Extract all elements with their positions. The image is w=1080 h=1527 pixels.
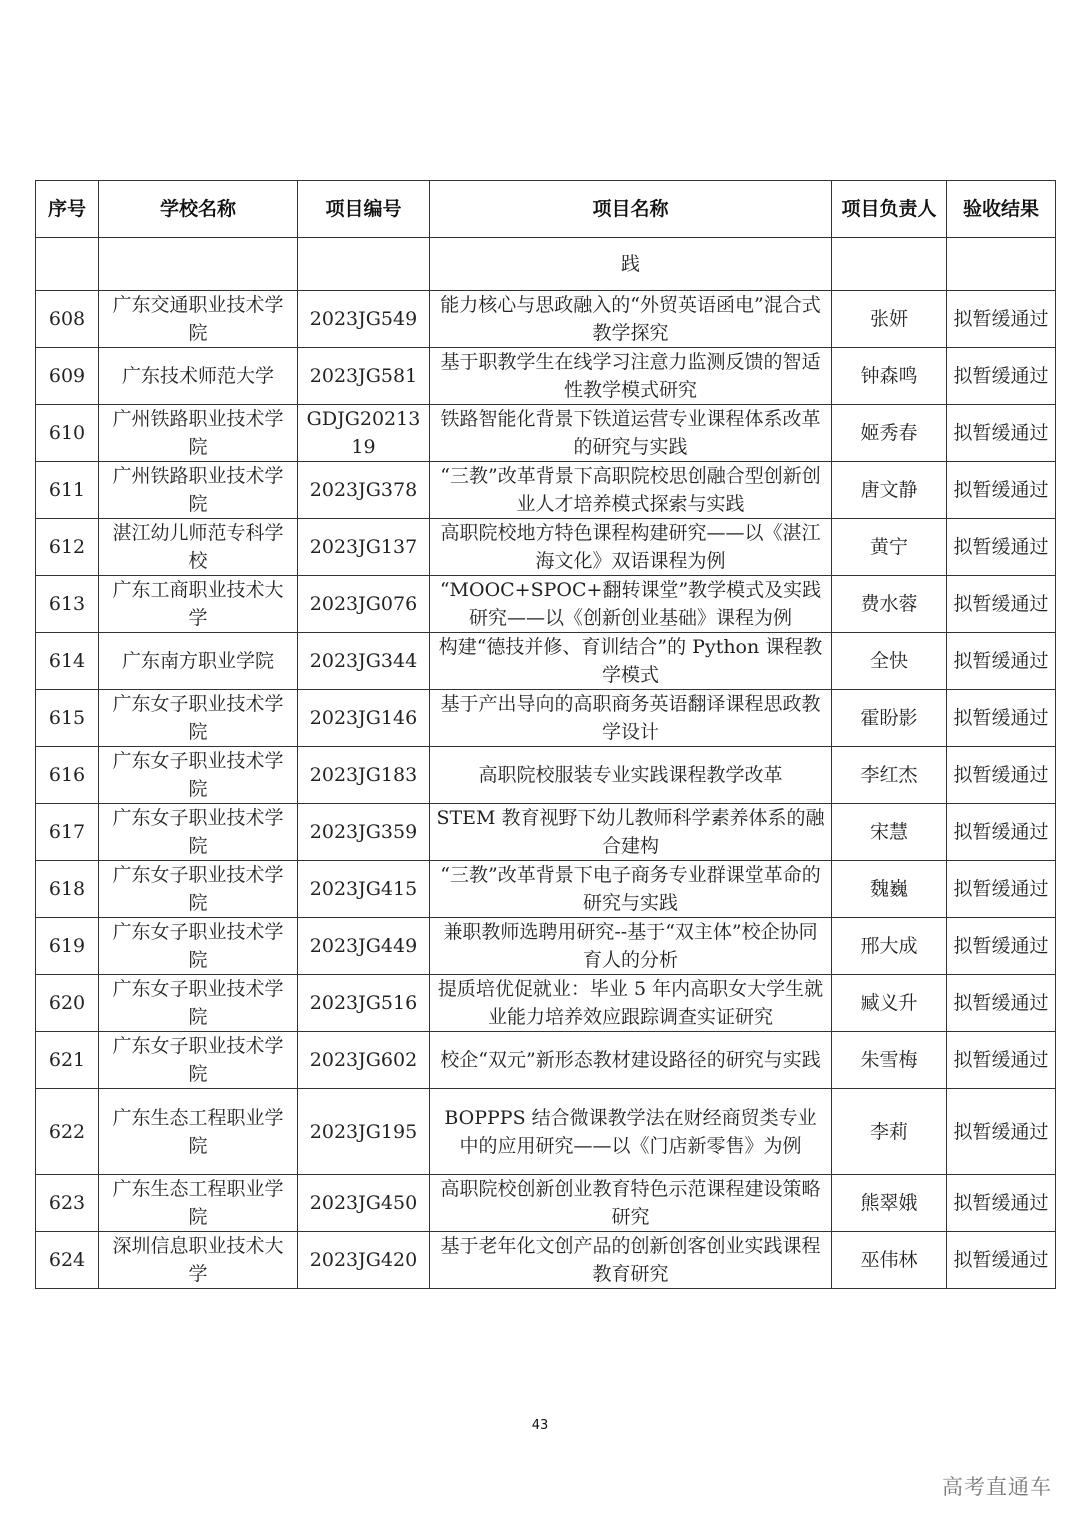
cell-seq: 618 (36, 861, 99, 918)
cell-code: 2023JG137 (298, 519, 430, 576)
cell-lead: 张妍 (832, 291, 947, 348)
table-row (36, 291, 1056, 348)
cell-school: 广东女子职业技术学院 (99, 1032, 298, 1089)
cell-name: “三教”改革背景下电子商务专业群课堂革命的研究与实践 (430, 861, 832, 918)
cell-name: 高职院校服装专业实践课程教学改革 (430, 747, 832, 804)
table-row (36, 747, 1056, 804)
cell-seq: 611 (36, 462, 99, 519)
cell-lead: 李红杰 (832, 747, 947, 804)
cell-result: 拟暂缓通过 (947, 918, 1056, 975)
cell-lead: 朱雪梅 (832, 1032, 947, 1089)
cell-seq: 622 (36, 1089, 99, 1175)
table-row (36, 462, 1056, 519)
cell-code: 2023JG549 (298, 291, 430, 348)
cell-code (298, 238, 430, 291)
cell-school: 广东女子职业技术学院 (99, 861, 298, 918)
cell-seq (36, 238, 99, 291)
cell-code: 2023JG449 (298, 918, 430, 975)
cell-result: 拟暂缓通过 (947, 975, 1056, 1032)
cell-name: BOPPPS 结合微课教学法在财经商贸类专业中的应用研究——以《门店新零售》为例 (430, 1089, 832, 1175)
cell-seq: 617 (36, 804, 99, 861)
table-row (36, 1089, 1056, 1175)
cell-result: 拟暂缓通过 (947, 576, 1056, 633)
table-row (36, 1032, 1056, 1089)
cell-result: 拟暂缓通过 (947, 861, 1056, 918)
cell-lead: 黄宁 (832, 519, 947, 576)
cell-name: 能力核心与思政融入的“外贸英语函电”混合式教学探究 (430, 291, 832, 348)
cell-lead: 熊翠娥 (832, 1175, 947, 1232)
cell-school: 广东女子职业技术学院 (99, 747, 298, 804)
cell-seq: 616 (36, 747, 99, 804)
cell-code: 2023JG516 (298, 975, 430, 1032)
cell-name: 高职院校地方特色课程构建研究——以《湛江海文化》双语课程为例 (430, 519, 832, 576)
cell-code: 2023JG359 (298, 804, 430, 861)
cell-school (99, 238, 298, 291)
cell-name: 提质培优促就业：毕业 5 年内高职女大学生就业能力培养效应跟踪调查实证研究 (430, 975, 832, 1032)
cell-school: 广东女子职业技术学院 (99, 804, 298, 861)
cell-school: 广东工商职业技术大学 (99, 576, 298, 633)
cell-name: 铁路智能化背景下铁道运营专业课程体系改革的研究与实践 (430, 405, 832, 462)
cell-result: 拟暂缓通过 (947, 462, 1056, 519)
header-lead: 项目负责人 (832, 181, 947, 238)
cell-lead (832, 238, 947, 291)
table-row (36, 405, 1056, 462)
continuation-row (36, 238, 1056, 291)
cell-lead: 钟森鸣 (832, 348, 947, 405)
cell-seq: 623 (36, 1175, 99, 1232)
cell-seq: 609 (36, 348, 99, 405)
cell-lead: 全快 (832, 633, 947, 690)
cell-lead: 费水蓉 (832, 576, 947, 633)
cell-code: 2023JG450 (298, 1175, 430, 1232)
cell-name: 校企“双元”新形态教材建设路径的研究与实践 (430, 1032, 832, 1089)
cell-result (947, 238, 1056, 291)
cell-seq: 614 (36, 633, 99, 690)
cell-seq: 610 (36, 405, 99, 462)
cell-name: STEM 教育视野下幼儿教师科学素养体系的融合建构 (430, 804, 832, 861)
cell-code: 2023JG076 (298, 576, 430, 633)
table-row (36, 861, 1056, 918)
cell-result: 拟暂缓通过 (947, 348, 1056, 405)
table-row (36, 690, 1056, 747)
cell-school: 深圳信息职业技术大学 (99, 1232, 298, 1289)
cell-lead: 魏巍 (832, 861, 947, 918)
cell-result: 拟暂缓通过 (947, 1175, 1056, 1232)
cell-school: 广东生态工程职业学院 (99, 1089, 298, 1175)
cell-result: 拟暂缓通过 (947, 747, 1056, 804)
cell-school: 广州铁路职业技术学院 (99, 405, 298, 462)
cell-seq: 615 (36, 690, 99, 747)
cell-lead: 姬秀春 (832, 405, 947, 462)
cell-lead: 巫伟林 (832, 1232, 947, 1289)
cell-seq: 621 (36, 1032, 99, 1089)
watermark-text: 高考直通车 (942, 1475, 1052, 1499)
cell-code: 2023JG344 (298, 633, 430, 690)
cell-name: 基于职教学生在线学习注意力监测反馈的智适性教学模式研究 (430, 348, 832, 405)
table-row (36, 975, 1056, 1032)
cell-code: 2023JG195 (298, 1089, 430, 1175)
table-row (36, 576, 1056, 633)
cell-code: 2023JG378 (298, 462, 430, 519)
cell-school: 湛江幼儿师范专科学校 (99, 519, 298, 576)
cell-code: 2023JG415 (298, 861, 430, 918)
header-result: 验收结果 (947, 181, 1056, 238)
cell-school: 广东女子职业技术学院 (99, 975, 298, 1032)
cell-code: 2023JG581 (298, 348, 430, 405)
table-row (36, 1175, 1056, 1232)
cell-lead: 李莉 (832, 1089, 947, 1175)
cell-school: 广东技术师范大学 (99, 348, 298, 405)
cell-result: 拟暂缓通过 (947, 519, 1056, 576)
header-seq: 序号 (36, 181, 99, 238)
cell-seq: 613 (36, 576, 99, 633)
cell-school: 广州铁路职业技术学院 (99, 462, 298, 519)
cell-seq: 608 (36, 291, 99, 348)
cell-seq: 612 (36, 519, 99, 576)
header-name: 项目名称 (430, 181, 832, 238)
header-school: 学校名称 (99, 181, 298, 238)
table-row (36, 633, 1056, 690)
cell-code: 2023JG146 (298, 690, 430, 747)
table-row (36, 519, 1056, 576)
cell-school: 广东女子职业技术学院 (99, 690, 298, 747)
cell-lead: 唐文静 (832, 462, 947, 519)
cell-result: 拟暂缓通过 (947, 690, 1056, 747)
acceptance-results-table (35, 180, 1056, 1289)
cell-code: GDJG2021319 (298, 405, 430, 462)
page-number: 43 (531, 1418, 549, 1433)
cell-seq: 620 (36, 975, 99, 1032)
cell-school: 广东交通职业技术学院 (99, 291, 298, 348)
table-row (36, 348, 1056, 405)
table-header-row (36, 181, 1056, 238)
table-row (36, 918, 1056, 975)
table-row (36, 1232, 1056, 1289)
cell-school: 广东女子职业技术学院 (99, 918, 298, 975)
cell-result: 拟暂缓通过 (947, 633, 1056, 690)
cell-result: 拟暂缓通过 (947, 1032, 1056, 1089)
table-row (36, 804, 1056, 861)
cell-lead: 霍盼影 (832, 690, 947, 747)
cell-school: 广东生态工程职业学院 (99, 1175, 298, 1232)
cell-lead: 宋慧 (832, 804, 947, 861)
cell-name: 基于老年化文创产品的创新创客创业实践课程教育研究 (430, 1232, 832, 1289)
cell-seq: 619 (36, 918, 99, 975)
cell-name: 高职院校创新创业教育特色示范课程建设策略研究 (430, 1175, 832, 1232)
cell-lead: 臧义升 (832, 975, 947, 1032)
cell-name: 构建“德技并修、育训结合”的 Python 课程教学模式 (430, 633, 832, 690)
cell-code: 2023JG602 (298, 1032, 430, 1089)
cell-result: 拟暂缓通过 (947, 1232, 1056, 1289)
cell-code: 2023JG420 (298, 1232, 430, 1289)
cell-school: 广东南方职业学院 (99, 633, 298, 690)
cell-result: 拟暂缓通过 (947, 1089, 1056, 1175)
cell-code: 2023JG183 (298, 747, 430, 804)
cell-result: 拟暂缓通过 (947, 405, 1056, 462)
cell-result: 拟暂缓通过 (947, 291, 1056, 348)
cell-name: 践 (430, 238, 832, 291)
cell-name: “三教”改革背景下高职院校思创融合型创新创业人才培养模式探索与实践 (430, 462, 832, 519)
cell-result: 拟暂缓通过 (947, 804, 1056, 861)
cell-seq: 624 (36, 1232, 99, 1289)
cell-name: “MOOC+SPOC+翻转课堂”教学模式及实践研究——以《创新创业基础》课程为例 (430, 576, 832, 633)
header-code: 项目编号 (298, 181, 430, 238)
cell-name: 基于产出导向的高职商务英语翻译课程思政教学设计 (430, 690, 832, 747)
cell-lead: 邢大成 (832, 918, 947, 975)
cell-name: 兼职教师选聘用研究--基于“双主体”校企协同育人的分析 (430, 918, 832, 975)
